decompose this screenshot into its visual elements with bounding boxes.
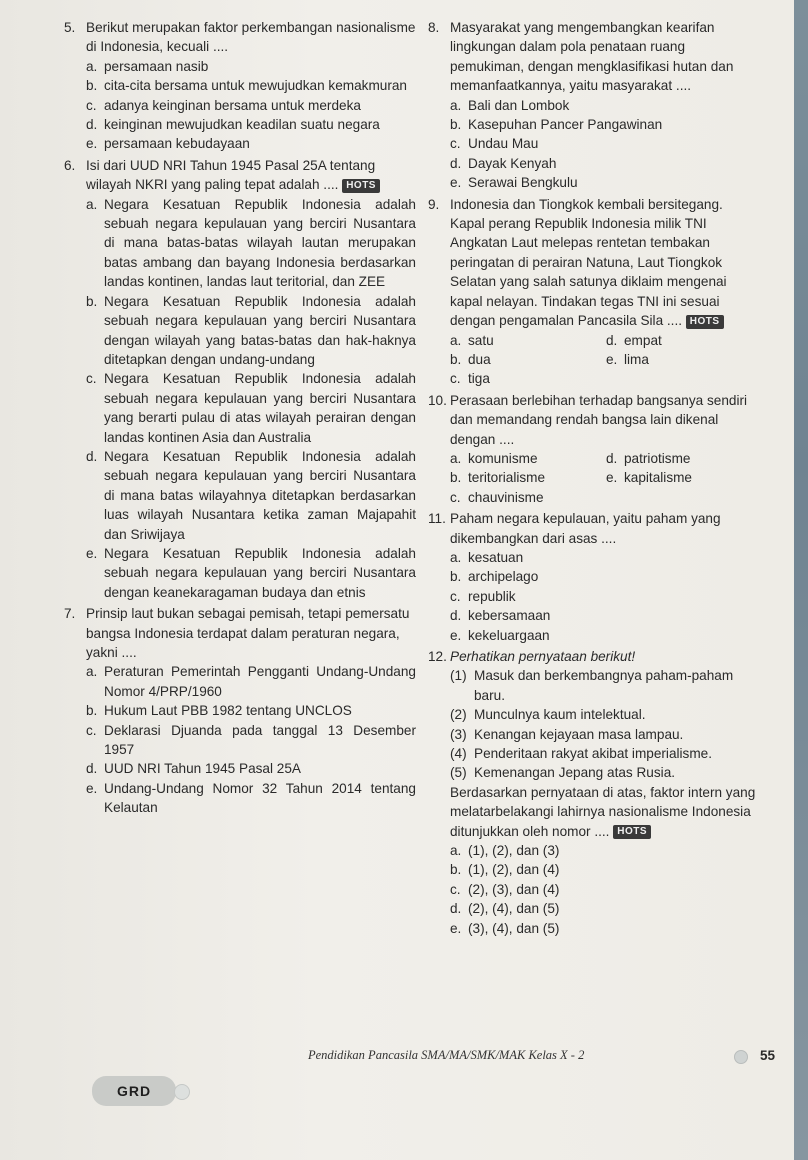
question-text: Perasaan berlebihan terhadap bangsanya sendiri dan memandang rendah bangsa lain dikenal dengan ....: [450, 392, 748, 447]
question-10: [430, 391, 760, 507]
option[interactable]: e. Negara Kesatuan Republik Indonesia adalah sebuah negara kepulauan yang berciri Nusantara dengan keanekaragaman budaya dan etnis: [86, 545, 416, 600]
hots-badge: HOTS: [613, 825, 651, 839]
option[interactable]: d. empat: [606, 332, 662, 348]
option[interactable]: b. (1), (2), dan (4): [450, 862, 560, 878]
option[interactable]: d. keinginan mewujudkan keadilan suatu negara: [86, 117, 380, 133]
page-footer: [0, 1040, 796, 1160]
hots-badge: HOTS: [342, 179, 380, 193]
option[interactable]: e. Undang-Undang Nomor 32 Tahun 2014 tentang Kelautan: [86, 780, 416, 816]
question-text: Isi dari UUD NRI Tahun 1945 Pasal 25A tentang wilayah NKRI yang paling tepat adalah .... HOTS: [86, 156, 416, 195]
statement: (4) Penderitaan rakyat akibat imperialisme.: [450, 746, 713, 762]
question-followup: Berdasarkan pernyataan di atas, faktor intern yang melatarbelakangi lahirnya nasionalisme Indonesia ditunjukkan oleh nomor .... HOTS: [450, 784, 756, 839]
page-number: 55: [760, 1048, 776, 1063]
option[interactable]: e. lima: [606, 351, 649, 367]
option[interactable]: a. kesatuan: [450, 549, 524, 565]
book-title: Pendidikan Pancasila SMA/MA/SMK/MAK Kelas X - 2: [308, 1048, 585, 1062]
option[interactable]: b. teritorialisme: [450, 470, 546, 486]
option[interactable]: d. patriotisme: [606, 450, 691, 466]
option[interactable]: a. Bali dan Lombok: [450, 97, 570, 113]
option[interactable]: c. adanya keinginan bersama untuk merdeka: [86, 97, 361, 113]
question-number: 10.: [428, 392, 447, 408]
question-text: Paham negara kepulauan, yaitu paham yang dikembangkan dari asas ....: [450, 511, 721, 546]
options-grid: [450, 331, 760, 389]
option[interactable]: c. Negara Kesatuan Republik Indonesia adalah sebuah negara kepulauan yang berciri Nusantara yang berarti pulau di atas wilayah perairan dengan landas kontinen Asia dan Australia: [86, 371, 416, 445]
option[interactable]: e. (3), (4), dan (5): [450, 920, 560, 936]
right-column: [430, 18, 760, 940]
badge-dot-icon: [174, 1084, 190, 1100]
option[interactable]: c. chauvinisme: [450, 489, 544, 505]
option[interactable]: a. Peraturan Pemerintah Pengganti Undang-Undang Nomor 4/PRP/1960: [86, 664, 416, 699]
question-7: [66, 604, 416, 817]
option[interactable]: c. republik: [450, 588, 516, 604]
option[interactable]: e. persamaan kebudayaan: [86, 136, 250, 152]
option[interactable]: a. satu: [450, 332, 494, 348]
grd-badge: GRD: [92, 1076, 176, 1106]
question-text: Prinsip laut bukan sebagai pemisah, tetapi pemersatu bangsa Indonesia terdapat dalam peraturan negara, yakni ....: [86, 606, 410, 660]
page-edge-strip: [794, 0, 808, 1160]
question-11: [430, 509, 760, 645]
option[interactable]: b. cita-cita bersama untuk mewujudkan kemakmuran: [86, 78, 407, 94]
option[interactable]: c. Deklarasi Djuanda pada tanggal 13 Desember 1957: [86, 722, 416, 758]
question-6: [66, 156, 416, 602]
options-grid: [450, 449, 760, 507]
question-8: [430, 18, 760, 193]
hots-badge: HOTS: [686, 315, 724, 329]
option[interactable]: d. Dayak Kenyah: [450, 155, 557, 171]
option[interactable]: d. (2), (4), dan (5): [450, 901, 560, 917]
question-number: 12.: [428, 649, 447, 664]
question-5: [66, 18, 416, 154]
statement: (1) Masuk dan berkembangnya paham-paham baru.: [450, 668, 734, 703]
question-number: 7.: [64, 606, 76, 622]
question-number: 8.: [428, 20, 440, 35]
option[interactable]: b. dua: [450, 351, 491, 367]
question-number: 11.: [428, 511, 446, 527]
option[interactable]: a. komunisme: [450, 450, 538, 466]
statement: (3) Kenangan kejayaan masa lampau.: [450, 726, 684, 742]
option[interactable]: c. (2), (3), dan (4): [450, 881, 560, 897]
question-number: 6.: [64, 157, 76, 173]
option[interactable]: b. Kasepuhan Pancer Pangawinan: [450, 117, 663, 133]
statement: (2) Munculnya kaum intelektual.: [450, 707, 646, 723]
option[interactable]: d. UUD NRI Tahun 1945 Pasal 25A: [86, 761, 301, 777]
option[interactable]: e. kapitalisme: [606, 470, 692, 486]
option[interactable]: a. Negara Kesatuan Republik Indonesia adalah sebuah negara kepulauan yang berciri Nusantara di mana batas-batas wilayah lautan merupakan batas ambang dan bayang Indonesia berdasarkan landas kontinen, landas laut teritorial, dan ZEE: [86, 196, 416, 290]
question-number: 9.: [428, 196, 440, 212]
option[interactable]: c. Undau Mau: [450, 136, 539, 152]
option[interactable]: d. Negara Kesatuan Republik Indonesia adalah sebuah negara kepulauan yang berciri Nusantara di mana batas wilayahnya ditetapkan berdasarkan luas wilayah Nusantara ketika zaman Majapahit dan Sriwijaya: [86, 448, 416, 542]
option[interactable]: b. Hukum Laut PBB 1982 tentang UNCLOS: [86, 703, 352, 719]
page-dot-icon: [734, 1050, 748, 1064]
question-12: [430, 647, 760, 938]
question-9: [430, 195, 760, 389]
statement: (5) Kemenangan Jepang atas Rusia.: [450, 765, 676, 781]
option[interactable]: a. (1), (2), dan (3): [450, 843, 560, 859]
question-number: 5.: [64, 20, 76, 35]
option[interactable]: e. Serawai Bengkulu: [450, 175, 578, 191]
option[interactable]: a. persamaan nasib: [86, 58, 209, 74]
option[interactable]: b. archipelago: [450, 569, 539, 585]
option[interactable]: e. kekeluargaan: [450, 627, 550, 643]
question-text: Perhatikan pernyataan berikut!: [450, 649, 636, 664]
question-text: Masyarakat yang mengembangkan kearifan lingkungan dalam pola penataan ruang pemukiman, dengan mengklasifikasi hutan dan memanfaatkannya, yaitu masyarakat ....: [450, 20, 734, 94]
option[interactable]: b. Negara Kesatuan Republik Indonesia adalah sebuah negara kepulauan yang berciri Nusantara dengan wilayah yang batas-batas dan hak-haknya ditetapkan dengan undang-undang: [86, 293, 416, 367]
question-text: Indonesia dan Tiongkok kembali bersitegang. Kapal perang Republik Indonesia milik TNI Angkatan Laut melepas rentetan tembakan peringatan di perairan Natuna, Laut Tiongkok Selatan yang salah satunya diklaim mengenai kapal nelayan. Tindakan tegas TNI ini sesuai dengan pengamalan Pancasila Sila .... HOTS: [450, 196, 727, 329]
left-column: [66, 18, 416, 820]
option[interactable]: d. kebersamaan: [450, 608, 551, 624]
option[interactable]: c. tiga: [450, 371, 490, 387]
question-text: Berikut merupakan faktor perkembangan nasionalisme di Indonesia, kecuali ....: [86, 20, 416, 55]
